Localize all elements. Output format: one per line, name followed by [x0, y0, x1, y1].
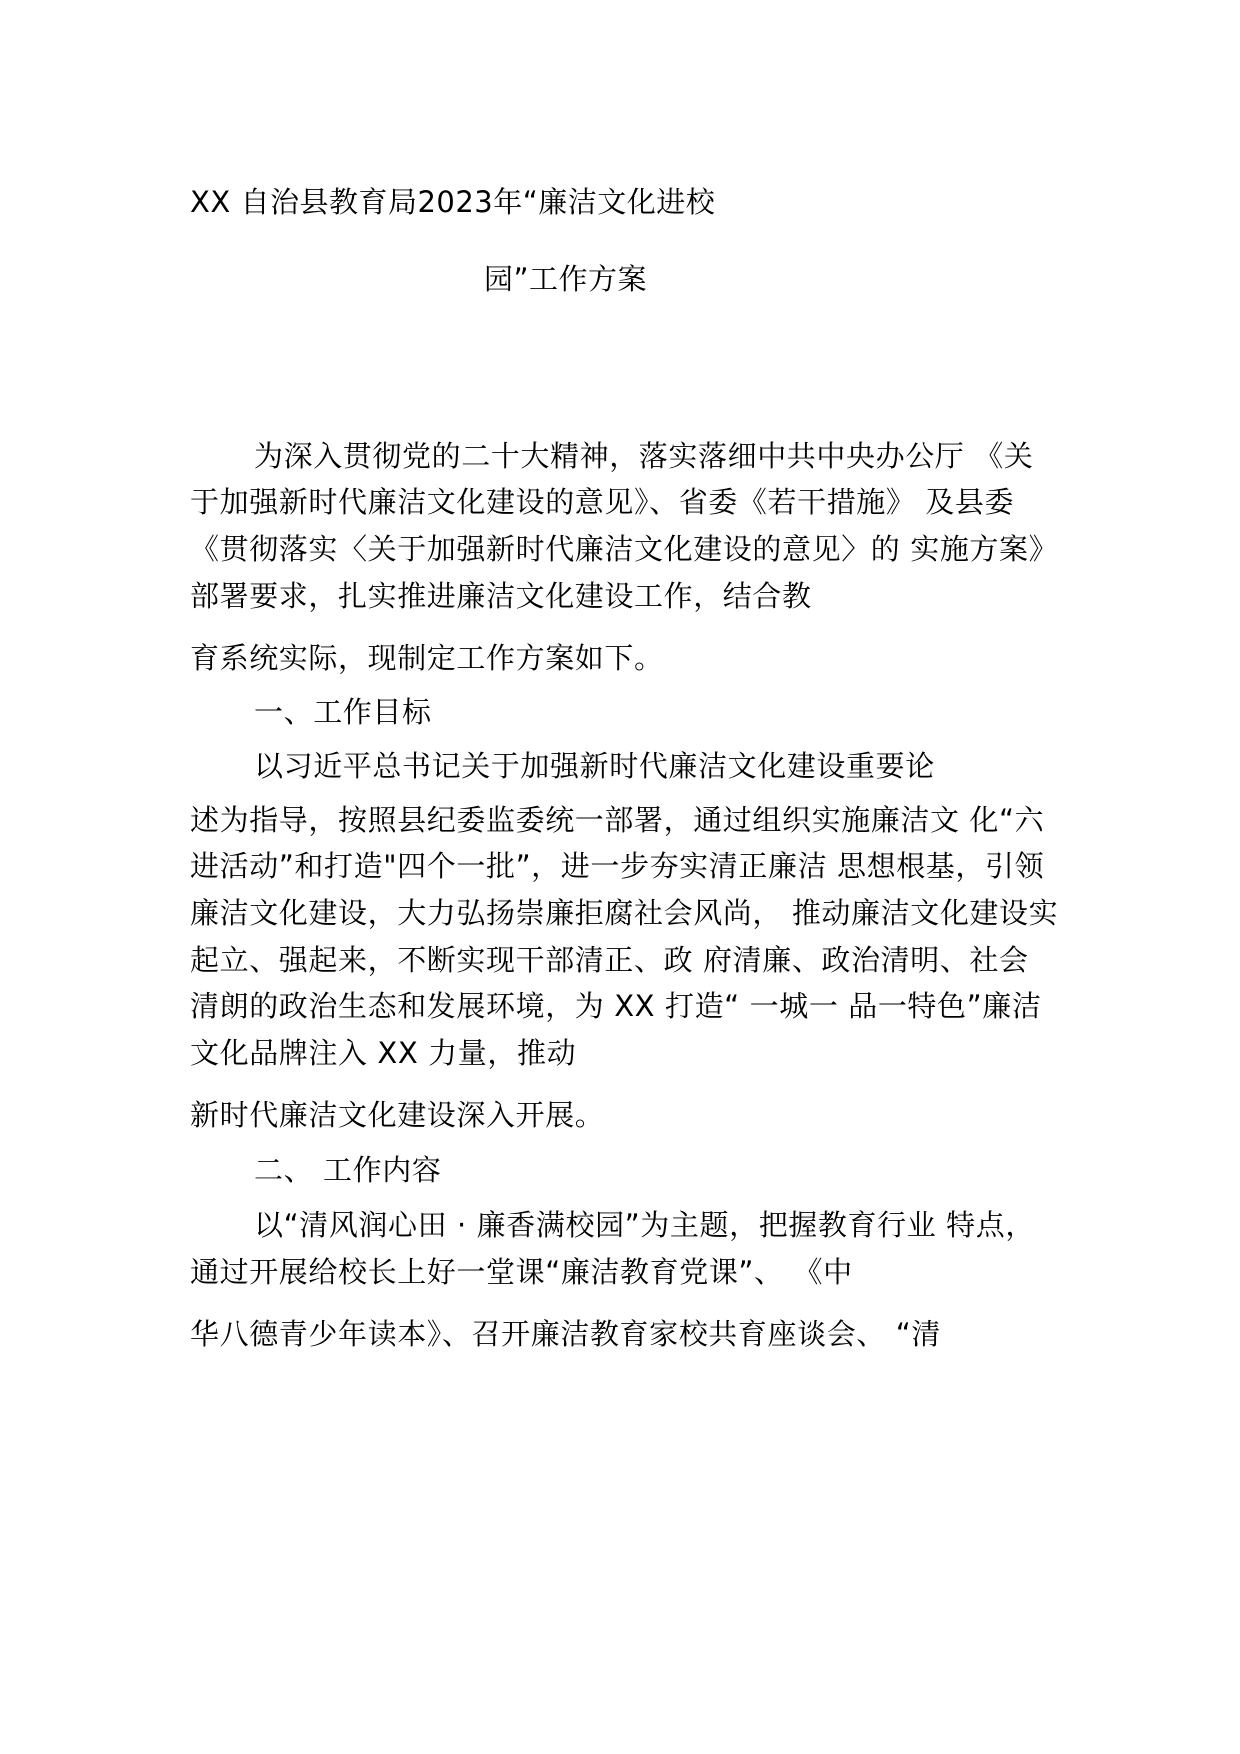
section-1-heading: 一、工作目标 [254, 695, 432, 729]
section-1-line-1: 以习近平总书记关于加强新时代廉洁文化建设重要论 [254, 749, 935, 783]
section-1-line-8: 新时代廉洁文化建设深入开展。 [190, 1098, 605, 1132]
intro-paragraph-line-4: 部署要求，扎实推进廉洁文化建设工作，结合教 [190, 579, 812, 613]
section-2-line-2: 通过开展给校长上好一堂课“廉洁教育党课”、 《中 [190, 1255, 853, 1289]
document-title-line-2: 园”工作方案 [484, 262, 648, 296]
intro-paragraph-line-5: 育系统实际，现制定工作方案如下。 [190, 641, 664, 675]
intro-paragraph-line-3: 《贯彻落实〈关于加强新时代廉洁文化建设的意见〉的 实施方案》 [190, 532, 1059, 566]
document-title-line-1: XX 自治县教育局2023年“廉洁文化进校 [190, 185, 716, 219]
section-1-line-3: 进活动”和打造"四个一批”，进一步夯实清正廉洁 思想根基，引领 [190, 849, 1045, 883]
section-1-line-5: 起立、强起来，不断实现干部清正、政 府清廉、政治清明、社会 [190, 943, 1029, 977]
intro-paragraph-line-2: 于加强新时代廉洁文化建设的意见》、省委《若干措施》 及县委 [190, 485, 1015, 519]
section-2-heading: 二、 工作内容 [254, 1153, 442, 1187]
section-1-line-6: 清朗的政治生态和发展环境，为 XX 打造“ 一城一 品一特色”廉洁 [190, 989, 1042, 1023]
section-1-line-2: 述为指导，按照县纪委监委统一部署，通过组织实施廉洁文 化“六 [190, 803, 1045, 837]
section-1-line-4: 廉洁文化建设，大力弘扬崇廉拒腐社会风尚， 推动廉洁文化建设实 [190, 896, 1059, 930]
section-2-line-1: 以“清风润心田 · 廉香满校园”为主题，把握教育行业 特点， [254, 1208, 1035, 1242]
intro-paragraph-line-1: 为深入贯彻党的二十大精神，落实落细中共中央办公厅 《关 [254, 439, 1034, 473]
section-1-line-7: 文化品牌注入 XX 力量，推动 [190, 1036, 577, 1070]
section-2-line-3: 华八德青少年读本》、召开廉洁教育家校共育座谈会、 “清 [190, 1317, 941, 1351]
